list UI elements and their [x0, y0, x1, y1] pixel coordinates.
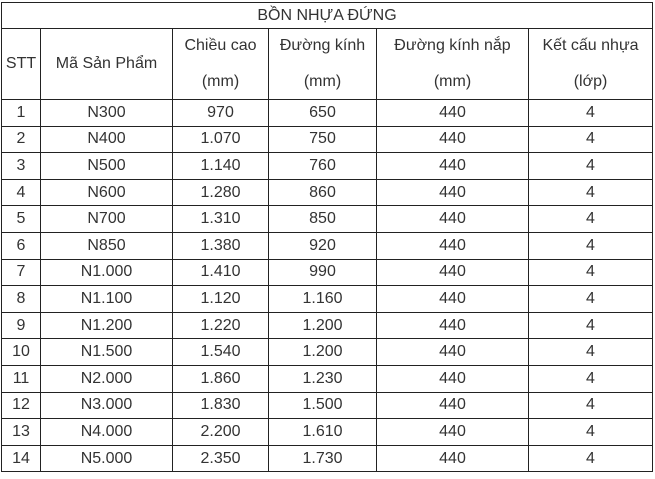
cell-product-code: N1.200: [41, 312, 173, 339]
cell-stt: 9: [2, 312, 41, 339]
cell-lid-diameter: 440: [377, 179, 529, 206]
header-lid-diameter-unit: (mm): [433, 73, 472, 90]
cell-diameter: 990: [269, 259, 377, 286]
cell-height: 1.070: [173, 126, 269, 153]
table-row: [2, 419, 653, 446]
header-product-code: Mã Sản Phẩm: [41, 29, 173, 100]
header-diameter: [269, 29, 377, 100]
table-header-row: [2, 29, 653, 100]
header-height: [173, 29, 269, 100]
cell-stt: 2: [2, 126, 41, 153]
cell-plastic-layers: 4: [529, 339, 653, 366]
cell-height: 2.200: [173, 419, 269, 446]
table-row: [2, 365, 653, 392]
cell-stt: 1: [2, 100, 41, 127]
table-row: [2, 392, 653, 419]
cell-height: 1.310: [173, 206, 269, 233]
cell-diameter: 860: [269, 179, 377, 206]
cell-height: 1.410: [173, 259, 269, 286]
cell-stt: 7: [2, 259, 41, 286]
cell-diameter: 760: [269, 153, 377, 180]
cell-plastic-layers: 4: [529, 100, 653, 127]
header-height-unit: (mm): [201, 73, 240, 90]
cell-plastic-layers: 4: [529, 206, 653, 233]
header-plastic-layers: [529, 29, 653, 100]
cell-stt: 6: [2, 232, 41, 259]
cell-product-code: N850: [41, 232, 173, 259]
cell-diameter: 850: [269, 206, 377, 233]
cell-diameter: 1.230: [269, 365, 377, 392]
cell-stt: 13: [2, 419, 41, 446]
cell-diameter: 1.730: [269, 445, 377, 472]
cell-diameter: 1.500: [269, 392, 377, 419]
header-lid-diameter-label: Đường kính nắp: [394, 37, 511, 54]
cell-stt: 5: [2, 206, 41, 233]
cell-plastic-layers: 4: [529, 392, 653, 419]
cell-diameter: 1.200: [269, 312, 377, 339]
table-row: [2, 339, 653, 366]
header-diameter-label: Đường kính: [279, 37, 366, 54]
cell-product-code: N500: [41, 153, 173, 180]
cell-product-code: N1.100: [41, 286, 173, 313]
header-plastic-layers-label: Kết cấu nhựa: [542, 37, 639, 54]
cell-lid-diameter: 440: [377, 312, 529, 339]
cell-height: 1.140: [173, 153, 269, 180]
cell-lid-diameter: 440: [377, 419, 529, 446]
table-title: BỒN NHỰA ĐỨNG: [2, 3, 653, 29]
cell-plastic-layers: 4: [529, 286, 653, 313]
table-row: [2, 206, 653, 233]
cell-stt: 3: [2, 153, 41, 180]
cell-product-code: N1.500: [41, 339, 173, 366]
table-row: [2, 286, 653, 313]
table-title-row: [2, 3, 653, 29]
cell-lid-diameter: 440: [377, 232, 529, 259]
cell-product-code: N5.000: [41, 445, 173, 472]
cell-diameter: 1.200: [269, 339, 377, 366]
cell-height: 1.120: [173, 286, 269, 313]
cell-stt: 11: [2, 365, 41, 392]
cell-plastic-layers: 4: [529, 259, 653, 286]
cell-height: 970: [173, 100, 269, 127]
cell-plastic-layers: 4: [529, 232, 653, 259]
cell-height: 1.220: [173, 312, 269, 339]
cell-diameter: 920: [269, 232, 377, 259]
cell-height: 1.380: [173, 232, 269, 259]
cell-product-code: N2.000: [41, 365, 173, 392]
cell-product-code: N700: [41, 206, 173, 233]
table-row: [2, 179, 653, 206]
cell-plastic-layers: 4: [529, 365, 653, 392]
cell-stt: 10: [2, 339, 41, 366]
cell-lid-diameter: 440: [377, 153, 529, 180]
cell-diameter: 650: [269, 100, 377, 127]
cell-diameter: 1.610: [269, 419, 377, 446]
cell-height: 1.280: [173, 179, 269, 206]
cell-lid-diameter: 440: [377, 392, 529, 419]
cell-plastic-layers: 4: [529, 312, 653, 339]
cell-plastic-layers: 4: [529, 153, 653, 180]
table-row: [2, 126, 653, 153]
cell-lid-diameter: 440: [377, 445, 529, 472]
header-lid-diameter: [377, 29, 529, 100]
product-spec-table: [1, 2, 653, 472]
cell-lid-diameter: 440: [377, 100, 529, 127]
cell-product-code: N400: [41, 126, 173, 153]
cell-lid-diameter: 440: [377, 126, 529, 153]
table-row: [2, 153, 653, 180]
cell-product-code: N3.000: [41, 392, 173, 419]
header-plastic-layers-unit: (lớp): [573, 73, 608, 90]
cell-plastic-layers: 4: [529, 445, 653, 472]
cell-height: 1.540: [173, 339, 269, 366]
cell-diameter: 1.160: [269, 286, 377, 313]
cell-product-code: N1.000: [41, 259, 173, 286]
cell-stt: 8: [2, 286, 41, 313]
table-row: [2, 232, 653, 259]
cell-lid-diameter: 440: [377, 286, 529, 313]
cell-lid-diameter: 440: [377, 365, 529, 392]
cell-plastic-layers: 4: [529, 179, 653, 206]
table-row: [2, 259, 653, 286]
cell-lid-diameter: 440: [377, 206, 529, 233]
cell-product-code: N600: [41, 179, 173, 206]
table-row: [2, 445, 653, 472]
cell-stt: 4: [2, 179, 41, 206]
cell-height: 2.350: [173, 445, 269, 472]
cell-diameter: 750: [269, 126, 377, 153]
cell-lid-diameter: 440: [377, 259, 529, 286]
cell-plastic-layers: 4: [529, 126, 653, 153]
cell-plastic-layers: 4: [529, 419, 653, 446]
cell-height: 1.830: [173, 392, 269, 419]
cell-stt: 14: [2, 445, 41, 472]
cell-height: 1.860: [173, 365, 269, 392]
cell-product-code: N300: [41, 100, 173, 127]
table-row: [2, 312, 653, 339]
header-diameter-unit: (mm): [303, 73, 342, 90]
cell-lid-diameter: 440: [377, 339, 529, 366]
cell-stt: 12: [2, 392, 41, 419]
cell-product-code: N4.000: [41, 419, 173, 446]
header-height-label: Chiều cao: [184, 37, 257, 54]
table-row: [2, 100, 653, 127]
header-stt: STT: [2, 29, 41, 100]
